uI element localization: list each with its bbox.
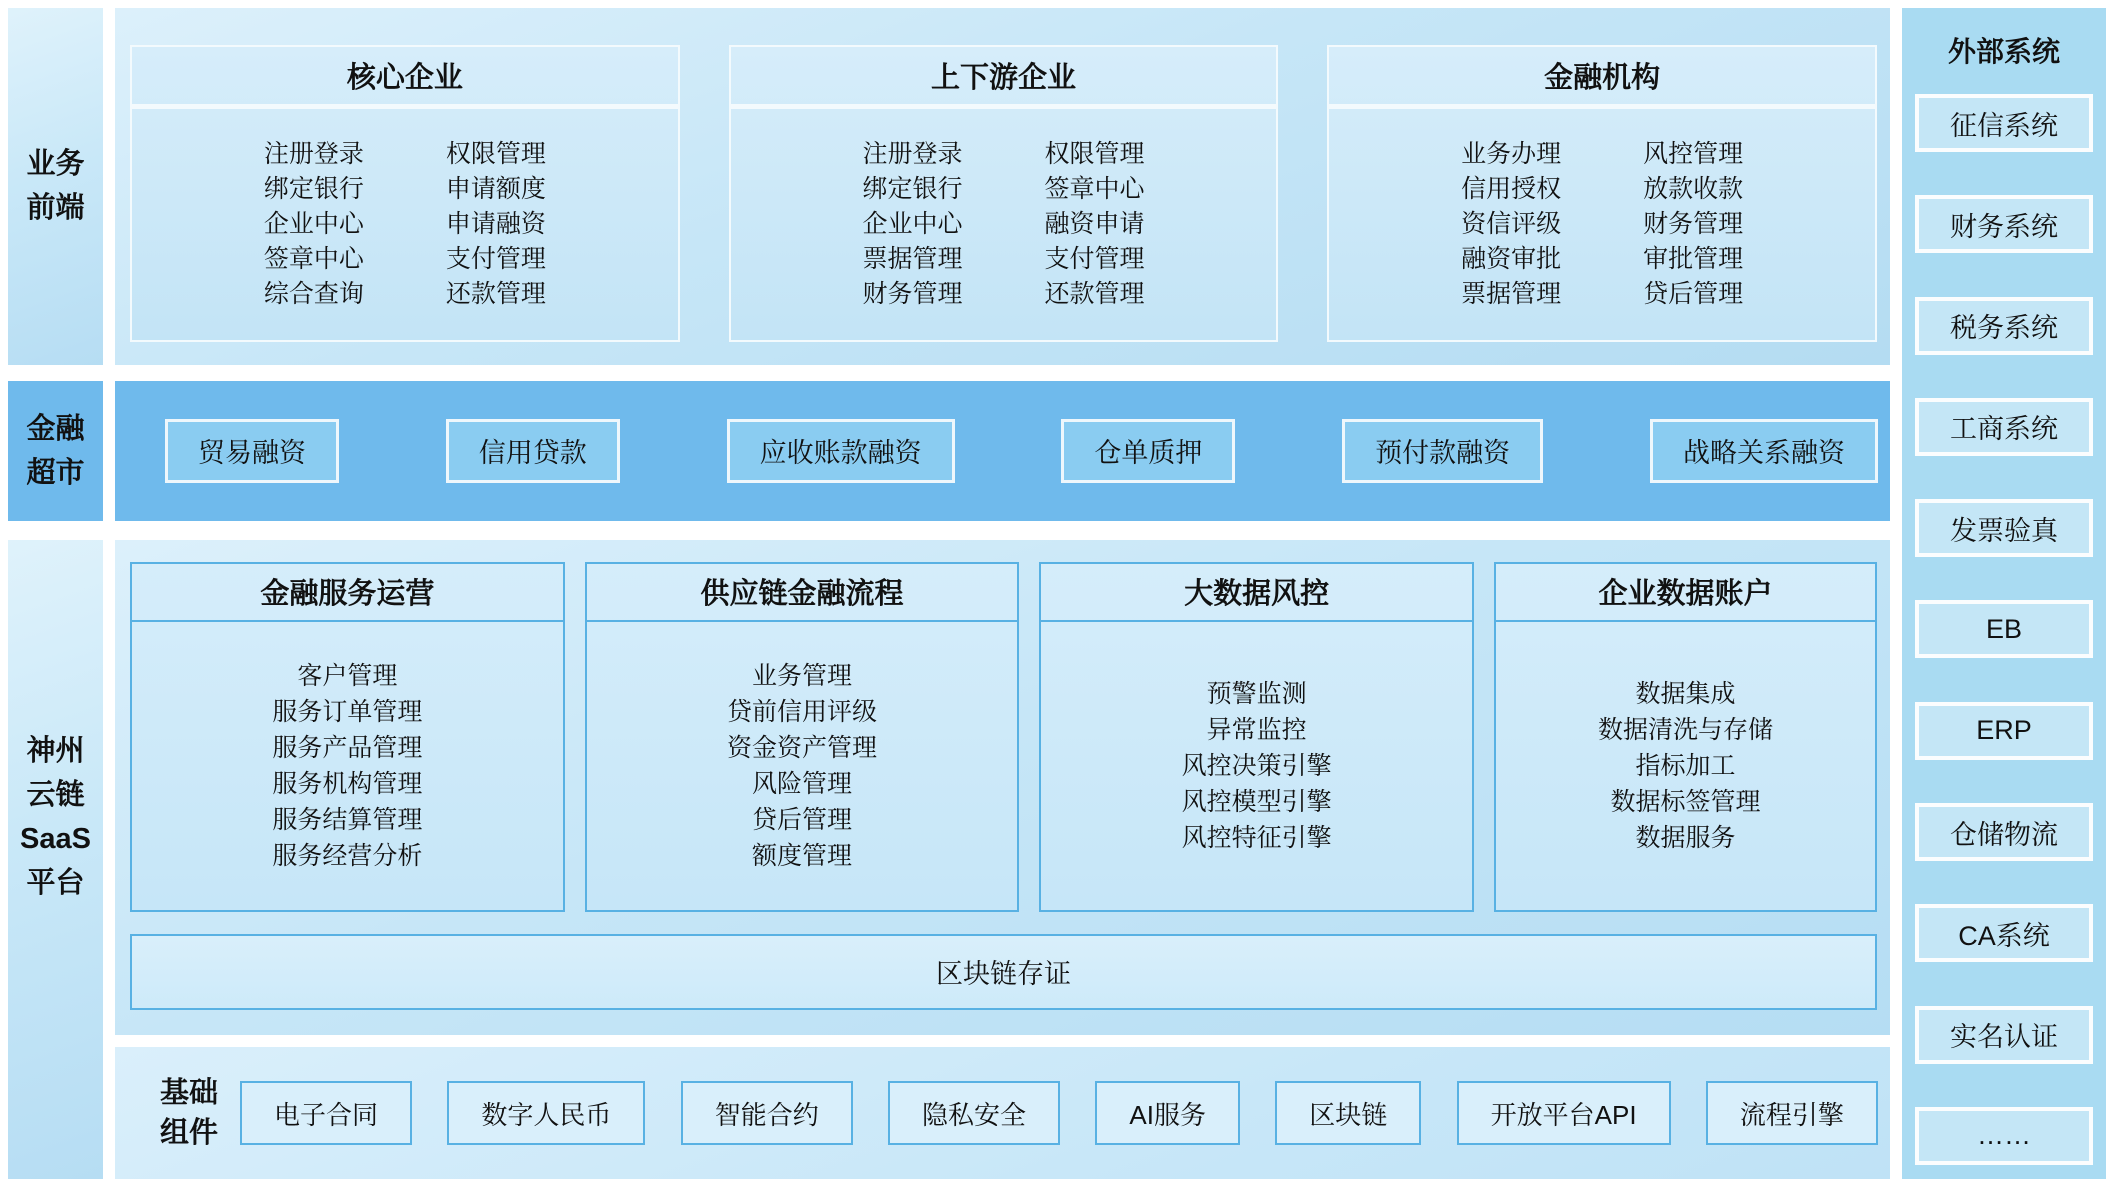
- base-component-item: 流程引擎: [1706, 1081, 1878, 1145]
- external-systems-title: 外部系统: [1947, 36, 2060, 67]
- rail-label-line: SaaS: [20, 823, 91, 856]
- panel-title: 上下游企业: [731, 47, 1277, 109]
- frontend-item: 融资审批: [1461, 244, 1562, 273]
- frontend-item: 还款管理: [445, 279, 546, 308]
- saas-item: 风险管理: [752, 769, 853, 798]
- saas-item: 数据标签管理: [1610, 787, 1761, 816]
- panel-title: 金融服务运营: [132, 564, 563, 622]
- frontend-item: 注册登录: [862, 139, 963, 168]
- base-components-section: [115, 1047, 1890, 1179]
- market-item: 应收账款融资: [727, 419, 955, 483]
- frontend-item: 贷后管理: [1643, 279, 1744, 308]
- frontend-item: 审批管理: [1643, 244, 1744, 273]
- frontend-item: 签章中心: [1044, 174, 1145, 203]
- panel-body: [132, 109, 678, 340]
- panel-financial-institution: [1327, 45, 1877, 342]
- panel-bigdata-risk-control: [1039, 562, 1474, 912]
- frontend-item: 风控管理: [1643, 139, 1744, 168]
- frontend-item: 还款管理: [1044, 279, 1145, 308]
- saas-item: 服务经营分析: [272, 841, 423, 870]
- frontend-item: 权限管理: [445, 139, 546, 168]
- frontend-item: 支付管理: [445, 244, 546, 273]
- financial-market-section: [115, 381, 1890, 521]
- panel-title: 供应链金融流程: [587, 564, 1018, 622]
- frontend-item: 资信评级: [1461, 209, 1562, 238]
- external-systems-column: [1902, 8, 2106, 1179]
- saas-item: 服务结算管理: [272, 805, 423, 834]
- external-system-item: 仓储物流: [1915, 803, 2093, 861]
- base-component-item: 隐私安全: [888, 1081, 1060, 1145]
- saas-item: 服务订单管理: [272, 697, 423, 726]
- market-item: 贸易融资: [165, 419, 339, 483]
- frontend-item: 绑定银行: [263, 174, 364, 203]
- market-item: 战略关系融资: [1650, 419, 1878, 483]
- saas-item: 预警监测: [1206, 679, 1307, 708]
- external-system-item: CA系统: [1915, 904, 2093, 962]
- saas-item: 额度管理: [752, 841, 853, 870]
- panel-updown-stream-enterprise: [729, 45, 1279, 342]
- saas-panels: [130, 562, 1877, 912]
- saas-item: 异常监控: [1206, 715, 1307, 744]
- frontend-item: 企业中心: [862, 209, 963, 238]
- frontend-item: 融资申请: [1044, 209, 1145, 238]
- frontend-item: 综合查询: [263, 279, 364, 308]
- external-system-item: 实名认证: [1915, 1006, 2093, 1064]
- panel-title: 核心企业: [132, 47, 678, 109]
- frontend-item: 财务管理: [862, 279, 963, 308]
- panel-body: [731, 109, 1277, 340]
- saas-item: 服务产品管理: [272, 733, 423, 762]
- base-components-label: [160, 1073, 218, 1153]
- saas-item: 数据清洗与存储: [1598, 715, 1774, 744]
- base-component-item: AI服务: [1095, 1081, 1240, 1145]
- rail-label-line: 超市: [26, 456, 85, 489]
- base-component-item: 数字人民币: [447, 1081, 645, 1145]
- external-system-item: 财务系统: [1915, 195, 2093, 253]
- saas-item: 业务管理: [752, 661, 853, 690]
- rail-label-line: 业务: [26, 148, 85, 181]
- business-frontend-section: [115, 8, 1890, 365]
- market-item: 预付款融资: [1342, 419, 1543, 483]
- frontend-item: 票据管理: [1461, 279, 1562, 308]
- saas-item: 数据服务: [1635, 823, 1736, 852]
- panel-supply-chain-finance-flow: [585, 562, 1020, 912]
- panel-body: [1329, 109, 1875, 340]
- saas-item: 服务机构管理: [272, 769, 423, 798]
- external-system-item: 征信系统: [1915, 94, 2093, 152]
- saas-item: 客户管理: [297, 661, 398, 690]
- panel-title: 企业数据账户: [1496, 564, 1875, 622]
- rail-label-line: 云链: [26, 779, 85, 812]
- external-system-item: 工商系统: [1915, 398, 2093, 456]
- saas-item: 数据集成: [1635, 679, 1736, 708]
- rail-label-line: 前端: [26, 192, 85, 225]
- rail-label-financial-market: [8, 381, 103, 521]
- external-system-item: ……: [1915, 1107, 2093, 1165]
- frontend-item: 业务办理: [1461, 139, 1562, 168]
- external-system-item: 发票验真: [1915, 499, 2093, 557]
- rail-label-saas-platform: [8, 540, 103, 1179]
- base-component-item: 电子合同: [240, 1081, 412, 1145]
- saas-item: 指标加工: [1635, 751, 1736, 780]
- rail-label-line: 神州: [26, 735, 85, 768]
- market-item: 仓单质押: [1061, 419, 1235, 483]
- saas-item: 风控模型引擎: [1181, 787, 1332, 816]
- base-component-item: 开放平台API: [1457, 1081, 1671, 1145]
- saas-item: 风控特征引擎: [1181, 823, 1332, 852]
- saas-item: 风控决策引擎: [1181, 751, 1332, 780]
- panel-core-enterprise: [130, 45, 680, 342]
- rail-label-business-frontend: [8, 8, 103, 365]
- main-column: [115, 8, 1890, 1179]
- frontend-item: 申请额度: [445, 174, 546, 203]
- frontend-item: 支付管理: [1044, 244, 1145, 273]
- frontend-item: 注册登录: [263, 139, 364, 168]
- frontend-item: 申请融资: [445, 209, 546, 238]
- frontend-item: 权限管理: [1044, 139, 1145, 168]
- panel-title: 大数据风控: [1041, 564, 1472, 622]
- saas-item: 贷前信用评级: [727, 697, 878, 726]
- base-label-line: 基础: [160, 1077, 219, 1110]
- external-system-item: ERP: [1915, 702, 2093, 760]
- frontend-item: 信用授权: [1461, 174, 1562, 203]
- panel-title: 金融机构: [1329, 47, 1875, 109]
- frontend-item: 签章中心: [263, 244, 364, 273]
- rail-label-line: 平台: [26, 867, 85, 900]
- panel-financial-service-operation: [130, 562, 565, 912]
- left-rail: [8, 8, 103, 1179]
- base-component-item: 智能合约: [681, 1081, 853, 1145]
- panel-enterprise-data-account: [1494, 562, 1877, 912]
- frontend-item: 绑定银行: [862, 174, 963, 203]
- frontend-item: 企业中心: [263, 209, 364, 238]
- frontend-item: 票据管理: [862, 244, 963, 273]
- external-system-item: EB: [1915, 600, 2093, 658]
- frontend-item: 放款收款: [1643, 174, 1744, 203]
- blockchain-evidence-bar: 区块链存证: [130, 934, 1877, 1010]
- frontend-item: 财务管理: [1643, 209, 1744, 238]
- external-system-item: 税务系统: [1915, 297, 2093, 355]
- base-label-line: 组件: [160, 1117, 219, 1150]
- rail-label-line: 金融: [26, 412, 85, 445]
- saas-item: 资金资产管理: [727, 733, 878, 762]
- market-item: 信用贷款: [446, 419, 620, 483]
- base-component-item: 区块链: [1275, 1081, 1421, 1145]
- saas-platform-section: [115, 540, 1890, 1036]
- saas-item: 贷后管理: [752, 805, 853, 834]
